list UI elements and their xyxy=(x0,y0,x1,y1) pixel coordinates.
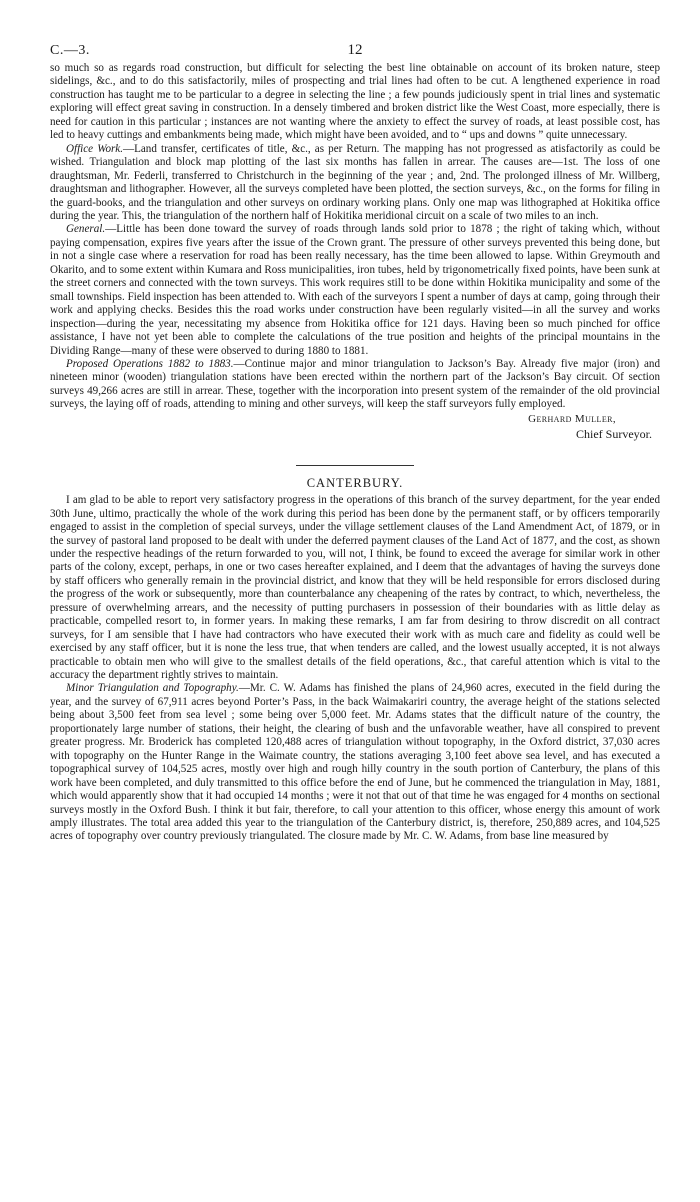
paragraph-general xyxy=(50,223,660,358)
office-work-text: —Land transfer, certificates of title, &c., as per Return. The mapping has not progressed as atisfactorily as could be wished. Triangulation and block map plotting of the last six months has fallen in arrear. The causes are—1st. The loss of one draughtsman, Mr. Federli, transferred to Christchurch in the beginning of the year ; and, 2nd. The prolonged illness of Mr. Willberg, draughtsman and lithographer. However, all the surveys completed have been plotted, the section surveys, &c., on the forms for filing in the guard-books, and the triangulation and other surveys on ordinary working plans. Only one map was lithographed at Hokitika office during the year. This, the triangulation of the northern half of Hokitika meridional circuit on a scale of two miles to an inch. xyxy=(50,142,660,222)
minor-triangulation-heading: Minor Triangulation and Topography. xyxy=(66,682,239,695)
signature-title: Chief Surveyor. xyxy=(576,427,652,442)
paragraph-road-construction: so much so as regards road construction, but difficult for selecting the best line obtainable on account of its broken nature, steep sidelings, &c., and to do this satisfactorily, miles of prospecting and trial lines had often to be cut. A lengthened experience in road construction has taught me to be particular to a degree in selecting the line ; a few pounds judiciously spent in trial lines and systematic exploring will effect great saving in construction. In a densely timbered and broken district like the West Coast, more especially, there is need for caution in this particular ; instances are not wanting where the anxiety to effect the survey of roads, at least possible cost, has led to heavy cuttings and embankments being made, which might have been avoided, and to “ ups and downs ” quite unnecessary. xyxy=(50,62,660,142)
general-text: —Little has been done toward the survey of roads through lands sold prior to 1878 ; the right of taking which, without paying compensation, expires five years after the issue of the Crown grant. The pressure of other surveys prevented this being done, but in not a single case where a reservation for road has been really necessary, has the time been allowed to lapse. Within Greymouth and Okarito, and to some extent within Kumara and Ross municipalities, iron tubes, held by trigonometrically fixed points, have been sunk at the street corners and connected with the town surveys. This work requires still to be done within Hokitika municipality and some of the small townships. Field inspection has been attended to. With each of the surveyors I spent a number of days at camp, going through their work and applying checks. Besides this the road works under construction have been regularly visited—in all the survey and works inspection—during the year, necessitating my absence from Hokitika office for 121 days. Having been so much pinched for office assistance, I have not yet been able to complete the calculations of the true position and heights of the principal mountains in the Dividing Range—many of these were observed to during 1880 to 1881. xyxy=(50,223,660,357)
proposed-operations-heading: Proposed Operations 1882 to 1883. xyxy=(66,357,234,370)
paragraph-proposed-operations xyxy=(50,358,660,412)
proposed-operations-text: —Continue major and minor triangulation to Jackson’s Bay. Already five major (iron) and nineteen minor (wooden) triangulation stations have been erected within the northern part of the Jackson’s Bay circuit. Of section surveys 49,266 acres are still in arrear. These, together with the incorporation into present system of the remainder of the old provincial surveys, the laying off of roads, attending to mining and other surveys, will keep the staff surveyors fully employed. xyxy=(50,357,660,411)
paragraph-office-work xyxy=(50,143,660,224)
signature-name: Gerhard Muller, xyxy=(528,412,616,425)
westland-report-continuation xyxy=(50,62,660,442)
page-header xyxy=(50,40,660,62)
office-work-heading: Office Work. xyxy=(66,142,124,155)
minor-triangulation-text: —Mr. C. W. Adams has finished the plans of 24,960 acres, executed in the field during the year, and the survey of 67,911 acres beyond Porter’s Pass, in the back Waimakariri country, the average height of the stations selected being about 3,500 feet from sea level ; some being over 5,000 feet. Mr. Adams states that the difficult nature of the country, the proportionately large number of stations, their height, the clearing of bush and the unfavorable weather, have all conspired to prevent greater progress. Mr. Broderick has completed 120,488 acres of triangulation without topography, in the Oxford district, 37,030 acres with topography on the Hunter Range in the Waimate country, the stations averaging 3,100 feet above sea level, and has executed a topographical survey of 104,525 acres, mostly over high and rough hilly country in the south portion of Canterbury, the plans of this work have been completed, and duly transmitted to this office before the end of June, but he commenced the triangulation in May, 1881, which would apparently show that it had occupied 14 months ; were it not that out of that time he was engaged for 4 months on sectional surveys mostly in the Oxford Bush. I think it but fair, therefore, to call your attention to this officer, whose energy this amount of work amply illustrates. The total area added this year to the triangulation of the Canterbury district, is, therefore, 250,889 acres, and 104,525 acres of topography over country previously triangulated. The closure made by Mr. C. W. Adams, from base line measured by xyxy=(50,682,660,843)
paragraph-minor-triangulation xyxy=(50,682,660,843)
general-heading: General. xyxy=(66,223,106,236)
signature-block xyxy=(50,413,660,442)
paragraph-canterbury-intro: I am glad to be able to report very satisfactory progress in the operations of this branch of the survey department, for the year ended 30th June, ultimo, practically the whole of the work during this period has been done by the permanent staff, or by officers temporarily engaged to assist in the completion of special surveys, under the village settlement clauses of the Land Amendment Act, of 1879, or in the survey of pastoral land proposed to be dealt with under the deferred payment clauses of the Land Act of 1877, and the cost, as shown under the respective headings of the return forwarded to you, will not, I think, be found to exceed the average for similar work in other parts of the colony, except, perhaps, in one or two cases hereafter explained, and I deem that the advantages of having the surveys done by staff officers who generally remain in the provincial district, and know that they will be held responsible for errors disclosed during the progress of the work or subsequently, more than counterbalance any cheapening of the rates by contract, to which, nevertheless, the pressure of overwhelming arrears, and the necessity of putting purchasers in possession of their boundaries with as little delay as practicable, compelled resort to, in former years. In making these remarks, I am far from desiring to throw discredit on all contract surveys, for I am sensible that I have had contractors who have executed their work with as much care and fidelity as could well be exercised by any staff officer, but it is none the less true, that when tenders are called, and the lowest usually accepted, it is not always practicable to obtain men who will give to the smallest details of the field operations, &c., that careful attention which is vital to the accuracy the department rightly strives to maintain. xyxy=(50,494,660,682)
section-divider xyxy=(296,465,414,466)
canterbury-report xyxy=(50,477,660,844)
section-title-canterbury: CANTERBURY. xyxy=(306,475,404,490)
document-reference: C.—3. xyxy=(50,43,90,58)
page-number: 12 xyxy=(347,42,363,58)
